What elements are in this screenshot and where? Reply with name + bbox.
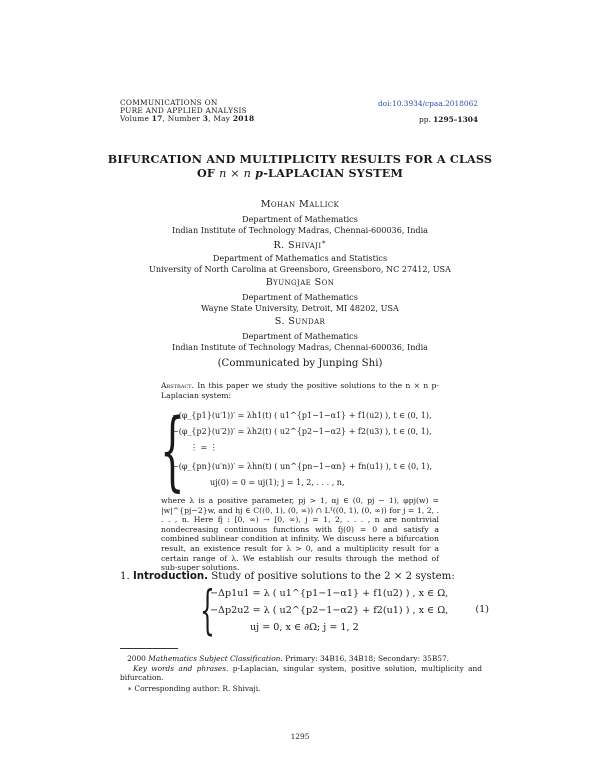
author-affiliation: Department of Mathematics Indian Institute of Technology Madras, Chennai-600036, India: [172, 214, 428, 235]
equation-number: (1): [475, 604, 489, 615]
system-line: −(φ_{p1}(u′1))′ = λh1(t) ( u1^{p1−1−α1} + f1(u2) ), t ∈ (0, 1),: [172, 411, 432, 420]
author-name: S. Sundar: [274, 316, 326, 327]
system-line: −(φ_{pn}(u′n))′ = λhn(t) ( un^{pn−1−αn} + fn(u1) ), t ∈ (0, 1),: [172, 462, 432, 471]
year: 2018: [232, 114, 255, 124]
author-name: R. Shivaji∗: [273, 238, 327, 252]
section-title: Introduction.: [132, 571, 208, 582]
system-line: ⋮ = ⋮: [190, 443, 218, 452]
abstract-label: Abstract.: [161, 381, 194, 390]
page-number: 1295: [290, 732, 310, 741]
equation-line: uj = 0, x ∈ ∂Ω; j = 1, 2: [250, 622, 359, 633]
volume-number: 17: [151, 114, 163, 124]
doi-link[interactable]: doi:10.3934/cpaa.2018062: [377, 99, 478, 108]
volume-line: Volume 17, Number 3, May 2018: [120, 114, 255, 124]
footnote-corresponding: ∗ Corresponding author: R. Shivaji.: [127, 684, 261, 693]
abstract-intro: Abstract. In this paper we study the positive solutions to the n × n p-Laplacian system:: [161, 381, 439, 400]
title-line2: OF n × n p-LAPLACIAN SYSTEM: [196, 166, 404, 180]
paper-title: [100, 152, 500, 181]
equation-1: [200, 581, 490, 641]
author-name: Byungjae Son: [265, 277, 335, 288]
system-line: −(φ_{p2}(u′2))′ = λh2(t) ( u2^{p2−1−α2} + f2(u3) ), t ∈ (0, 1),: [172, 427, 432, 436]
left-brace: {: [160, 401, 185, 501]
page-range: pp. 1295–1304: [418, 115, 478, 124]
section-heading: 1. Introduction. Study of positive solutions to the 2 × 2 system:: [120, 571, 455, 582]
footnote-keywords: Key words and phrases. p-Laplacian, singular system, positive solution, multiplicity and bifurcation.: [120, 664, 482, 683]
author-name: Mohan Mallick: [260, 199, 340, 210]
footnote-msc: 2000 Mathematics Subject Classification. Primary: 34B16, 34B18; Secondary: 35B57.: [127, 654, 450, 663]
system-line: uj(0) = 0 = uj(1); j = 1, 2, . . . , n,: [210, 478, 345, 487]
equation-line: −Δp1u1 = λ ( u1^{p1−1−α1} + f1(u2) ) , x ∈ Ω,: [210, 588, 449, 599]
abstract-body: where λ is a positive parameter, pj > 1, αj ∈ (0, pj − 1), φpj(w) = |w|^{pj−2}w, and hj ∈ C((0, 1), (0, ∞)) ∩ L¹((0, 1), (0, ∞)) for j = 1, 2, . . . , n. Here fj : [0, ∞) → [0, ∞), j = 1, 2, . . . , n are nontrivial nondecreasing continuous functions with fj(0) = 0 and satisfy a combined sublinear condition at infinity. We discuss here a bifurcation result, an existence result for λ > 0, and a multiplicity result for a certain range of λ. We establish our results through the method of sub-super solutions.: [161, 496, 439, 573]
equation-line: −Δp2u2 = λ ( u2^{p2−1−α2} + f2(u1) ) , x ∈ Ω,: [210, 605, 449, 616]
left-brace: {: [200, 581, 215, 641]
footnote-rule: [120, 648, 178, 649]
corresponding-marker: ∗: [321, 238, 327, 246]
abstract-system: [160, 401, 460, 509]
title-line1: BIFURCATION AND MULTIPLICITY RESULTS FOR A CLASS: [107, 152, 493, 166]
journal-name-line1: COMMUNICATIONS ON: [120, 98, 218, 107]
author-affiliation: Department of Mathematics Indian Institute of Technology Madras, Chennai-600036, India: [172, 331, 428, 352]
issue-number: 3: [202, 114, 209, 124]
author-affiliation: Department of Mathematics and Statistics University of North Carolina at Greensboro, Greensboro, NC 27412, USA: [149, 253, 451, 274]
author-affiliation: Department of Mathematics Wayne State University, Detroit, MI 48202, USA: [201, 292, 399, 313]
journal-name-line2: PURE AND APPLIED ANALYSIS: [120, 106, 247, 116]
communicated-by: (Communicated by Junping Shi): [217, 358, 383, 369]
journal-info: [120, 99, 254, 124]
